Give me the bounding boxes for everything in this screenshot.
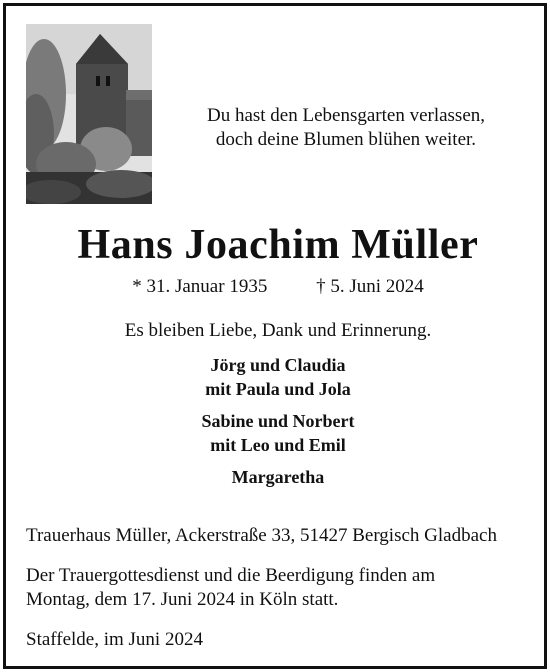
- service-line-1: Der Trauergottesdienst und die Beerdigung finden am: [26, 565, 436, 586]
- church-photo-image: [26, 24, 152, 204]
- church-photo: [26, 24, 152, 204]
- service-line-2: Montag, dem 17. Juni 2024 in Köln statt.: [26, 589, 339, 610]
- mourner-line: mit Leo und Emil: [210, 435, 346, 455]
- place-and-date: [26, 628, 546, 652]
- mourner-line: Jörg und Claudia: [210, 355, 346, 375]
- mourner-line: Margaretha: [231, 467, 325, 487]
- quote-line-2: doch deine Blumen blühen weiter.: [215, 129, 477, 150]
- funeral-home-address: [26, 524, 546, 548]
- death-date: † 5. Juni 2024: [316, 276, 424, 297]
- quote-line-1: Du hast den Lebensgarten verlassen,: [206, 105, 486, 126]
- life-dates: [6, 276, 550, 298]
- memorial-quote: [166, 104, 526, 152]
- place-date-line: Staffelde, im Juni 2024: [26, 629, 203, 650]
- mourner-group: [6, 353, 550, 401]
- service-announcement: [26, 564, 546, 612]
- mourner-line: Sabine und Norbert: [201, 411, 355, 431]
- closing-line: Es bleiben Liebe, Dank und Erinnerung.: [124, 320, 432, 341]
- notice-frame: [3, 3, 547, 669]
- mourner-group: [6, 409, 550, 457]
- deceased-name: Hans Joachim Müller: [77, 222, 479, 268]
- funeral-home-line: Trauerhaus Müller, Ackerstraße 33, 51427 Bergisch Gladbach: [26, 525, 497, 546]
- birth-date: * 31. Januar 1935: [132, 276, 268, 297]
- mourner-group: [6, 465, 550, 489]
- mourner-line: mit Paula und Jola: [205, 379, 351, 399]
